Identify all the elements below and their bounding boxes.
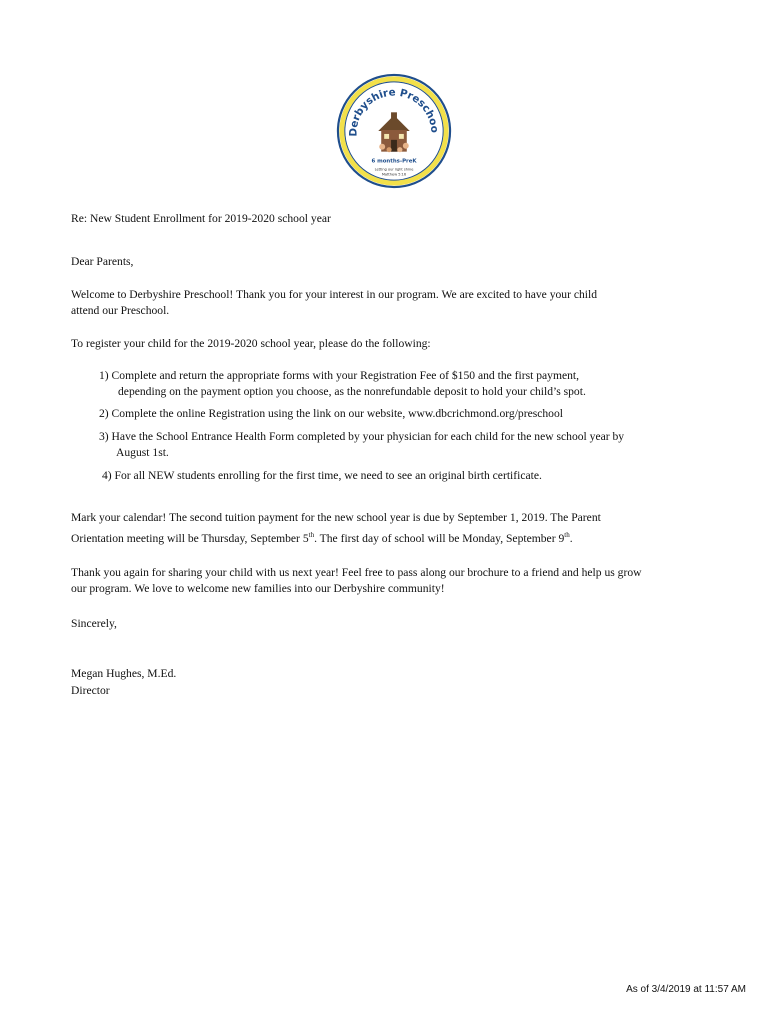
welcome-paragraph [71,287,711,319]
thanks-paragraph [71,565,711,597]
thanks-line-1: Thank you again for sharing your child with us next year! Feel free to pass along our brochure to a friend and help us grow [71,566,642,579]
calendar-text-b: . The first day of school will be Monday, September 9 [314,532,565,545]
preschool-logo [335,72,453,190]
welcome-line-2: attend our Preschool. [71,304,170,317]
logo-verse: Matthew 5:16 [381,172,407,177]
thanks-line-2: our program. We love to welcome new families into our Derbyshire community! [71,582,445,595]
step-4: 4) For all NEW students enrolling for the first time, we need to see an original birth certificate. [102,469,542,482]
signer-title: Director [71,684,110,697]
greeting: Dear Parents, [71,255,134,268]
step-1-line-2: depending on the payment option you choose, as the nonrefundable deposit to hold your child’s spot. [118,385,586,398]
closing: Sincerely, [71,617,117,630]
timestamp-footer: As of 3/4/2019 at 11:57 AM [626,984,746,995]
calendar-text-a: Orientation meeting will be Thursday, September 5 [71,532,309,545]
welcome-line-1: Welcome to Derbyshire Preschool! Thank you for your interest in our program. We are excited to have your child [71,288,598,301]
step-2: 2) Complete the online Registration using the link on our website, www.dbcrichmond.org/preschool [99,407,563,420]
signer-name: Megan Hughes, M.Ed. [71,667,177,680]
step-3-line-2: August 1st. [116,446,169,459]
subject-line: Re: New Student Enrollment for 2019-2020 school year [71,212,331,225]
calendar-line-2 [71,531,573,547]
step-1-line-1: 1) Complete and return the appropriate forms with your Registration Fee of $150 and the first payment, [99,369,580,382]
logo-ages: 6 months-PreK [371,158,417,165]
calendar-sup-2: th [564,531,570,539]
logo-name: Derbyshire Preschoo [347,86,441,137]
logo-motto: Letting our light shine [374,167,414,172]
calendar-sup-1: th [308,531,315,539]
step-3-line-1: 3) Have the School Entrance Health Form completed by your physician for each child for the new school year by [99,430,625,443]
calendar-line-1: Mark your calendar! The second tuition payment for the new school year is due by September 1, 2019. The Parent [71,511,601,524]
calendar-text-c: . [569,532,573,545]
register-intro: To register your child for the 2019-2020 school year, please do the following: [71,337,431,350]
